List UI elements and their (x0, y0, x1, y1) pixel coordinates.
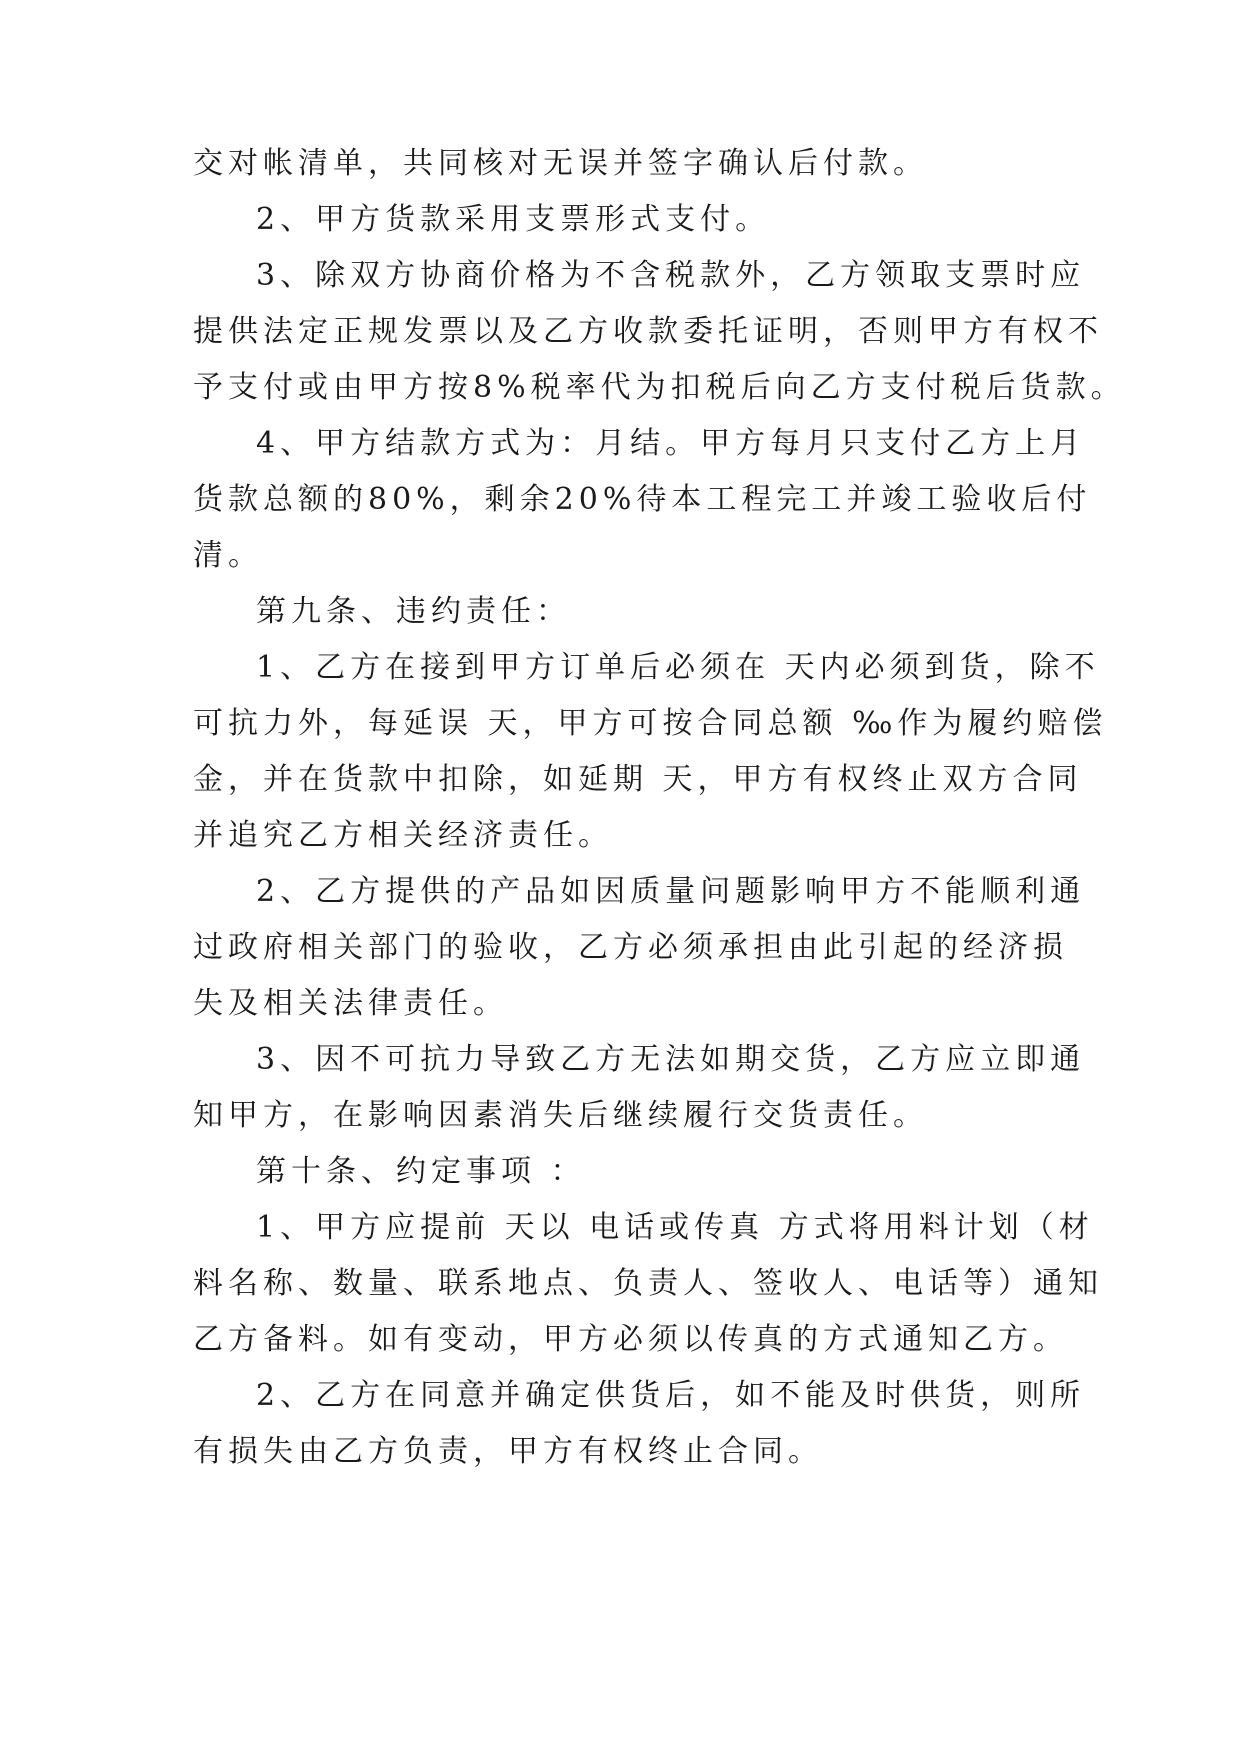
text-line: 金，并在货款中扣除，如延期 天，甲方有权终止双方合同 (193, 762, 1083, 797)
text-line: 失及相关法律责任。 (193, 986, 508, 1021)
text-line: 2、甲方货款采用支票形式支付。 (256, 202, 771, 237)
text-line: 并追究乙方相关经济责任。 (193, 818, 613, 853)
text-line: 可抗力外，每延误 天，甲方可按合同总额 ‰作为履约赔偿 (193, 706, 1108, 741)
text-line: 2、乙方提供的产品如因质量问题影响甲方不能顺利通 (256, 874, 1086, 909)
text-line: 乙方备料。如有变动，甲方必须以传真的方式通知乙方。 (193, 1322, 1068, 1357)
text-line: 清。 (193, 538, 263, 573)
text-line: 2、乙方在同意并确定供货后，如不能及时供货，则所 (256, 1378, 1086, 1413)
text-line: 料名称、数量、联系地点、负责人、签收人、电话等）通知 (193, 1266, 1103, 1301)
text-line: 1、甲方应提前 天以 电话或传真 方式将用料计划（材 (256, 1210, 1094, 1245)
text-line: 有损失由乙方负责，甲方有权终止合同。 (193, 1434, 823, 1469)
text-line: 予支付或由甲方按8%税率代为扣税后向乙方支付税后货款。 (193, 370, 1126, 405)
text-line: 过政府相关部门的验收，乙方必须承担由此引起的经济损 (193, 930, 1068, 965)
text-line: 知甲方，在影响因素消失后继续履行交货责任。 (193, 1098, 928, 1133)
text-line: 1、乙方在接到甲方订单后必须在 天内必须到货，除不 (256, 650, 1100, 685)
text-line: 3、因不可抗力导致乙方无法如期交货，乙方应立即通 (256, 1042, 1086, 1077)
text-line: 4、甲方结款方式为：月结。甲方每月只支付乙方上月 (256, 426, 1086, 461)
text-line: 货款总额的80%，剩余20%待本工程完工并竣工验收后付 (193, 482, 1092, 517)
text-line: 3、除双方协商价格为不含税款外，乙方领取支票时应 (256, 258, 1086, 293)
section-heading: 第十条、约定事项 ： (256, 1154, 586, 1189)
text-line: 提供法定正规发票以及乙方收款委托证明，否则甲方有权不 (193, 314, 1103, 349)
text-line: 交对帐清单，共同核对无误并签字确认后付款。 (193, 146, 928, 181)
section-heading: 第九条、违约责任： (256, 594, 571, 629)
